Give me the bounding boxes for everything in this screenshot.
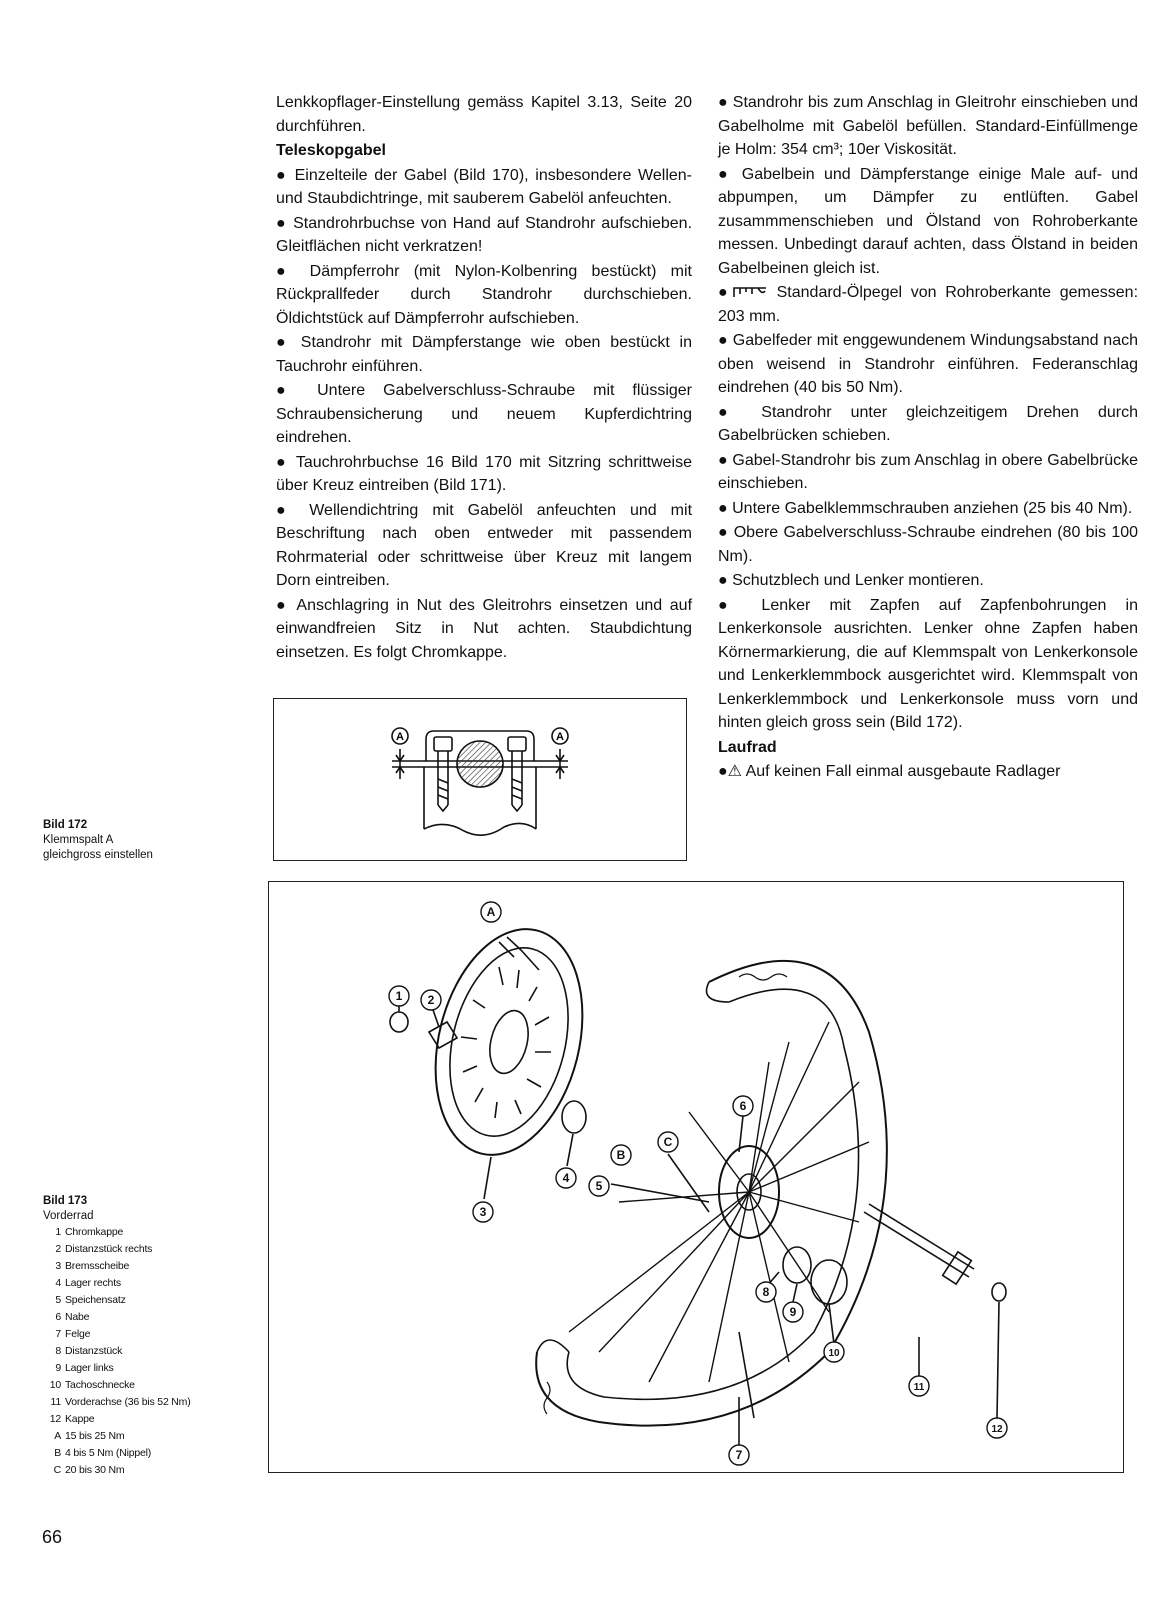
- caption-subtitle: Vorderrad: [43, 1210, 94, 1222]
- bullet-r9: ● Schutzblech und Lenker montieren.: [718, 569, 1138, 593]
- bullet-r5: ● Standrohr unter gleichzeitigem Drehen durch Gabelbrücken schieben.: [718, 401, 1138, 448]
- legend-row: [43, 1445, 191, 1462]
- callout-label-11: 11: [913, 1382, 925, 1393]
- legend-row: [43, 1241, 191, 1258]
- legend-label: Felge: [65, 1328, 91, 1340]
- bullet-r4: ● Gabelfeder mit enggewundenem Windungsabstand nach oben weisend in Standrohr einführen. Federanschlag eindrehen (40 bis 50 Nm).: [718, 329, 1138, 400]
- legend-label: Chromkappe: [65, 1226, 124, 1238]
- caption-line: gleichgross einstellen: [43, 849, 153, 861]
- legend-label: Vorderachse (36 bis 52 Nm): [65, 1396, 191, 1408]
- callout-label-10: 10: [828, 1348, 840, 1359]
- bullet-r8: ● Obere Gabelverschluss-Schraube eindrehen (80 bis 100 Nm).: [718, 521, 1138, 568]
- callout-label-5: 5: [595, 1179, 603, 1193]
- callout-label-a: A: [486, 905, 496, 919]
- right-text-column: [718, 91, 1138, 784]
- bullet-r1: ● Standrohr bis zum Anschlag in Gleitrohr einschieben und Gabelholme mit Gabelöl befüllen. Standard-Einfüllmenge je Holm: 354 cm³; 10er Viskosität.: [718, 91, 1138, 162]
- legend-row: [43, 1428, 191, 1445]
- caption-bild-172: [43, 818, 153, 863]
- bullet-r3-text: Standard-Ölpegel von Rohroberkante gemessen: 203 mm.: [718, 284, 1139, 325]
- bullet-8: ● Anschlagring in Nut des Gleitrohrs einsetzen und auf einwandfreien Sitz in Nut achten. Staubdichtung einsetzen. Es folgt Chromkappe.: [276, 594, 692, 665]
- bullet-r11: ●⚠ Auf keinen Fall einmal ausgebaute Radlager: [718, 763, 1061, 780]
- bullet-r11-text: Auf keinen Fall einmal ausgebaute Radlager: [745, 763, 1061, 780]
- legend-label: 15 bis 25 Nm: [65, 1430, 125, 1442]
- bullet-r10: ● Lenker mit Zapfen auf Zapfenbohrungen in Lenkerkonsole ausrichten. Lenker ohne Zapfen haben Körnermarkierung, die auf Klemmspalt von Lenkerkonsole und Lenkerklemmbock ausgerichtet wird. Klemmspalt von Lenkerklemmbock und Lenkerkonsole muss vorn und hinten gleich gross sein (Bild 172).: [718, 594, 1138, 735]
- legend-key: 1: [55, 1226, 61, 1238]
- legend-label: Bremsscheibe: [65, 1260, 130, 1272]
- legend-row: [43, 1360, 191, 1377]
- legend-row: [43, 1377, 191, 1394]
- figure-172-clamp-diagram: [273, 698, 687, 861]
- legend-label: 4 bis 5 Nm (Nippel): [65, 1447, 152, 1459]
- callout-label-4: 4: [562, 1171, 570, 1185]
- caption-bild-173: [43, 1194, 191, 1479]
- heading-teleskopgabel: Teleskopgabel: [276, 142, 386, 159]
- paragraph-intro: Lenkkopflager-Einstellung gemäss Kapitel 3.13, Seite 20 durchführen.: [276, 94, 692, 135]
- legend-key: 7: [55, 1328, 61, 1340]
- callout-label-8: 8: [762, 1285, 770, 1299]
- legend-row: [43, 1326, 191, 1343]
- legend-key: 11: [50, 1396, 61, 1408]
- bullet-6: ● Tauchrohrbuchse 16 Bild 170 mit Sitzring schrittweise über Kreuz eintreiben (Bild 171).: [276, 451, 692, 498]
- callout-label-c: C: [663, 1135, 673, 1149]
- callout-label-7: 7: [735, 1448, 743, 1462]
- legend-row: [43, 1309, 191, 1326]
- callout-label-2: 2: [427, 993, 435, 1007]
- bullet-2: ● Standrohrbuchse von Hand auf Standrohr aufschieben. Gleitflächen nicht verkratzen!: [276, 212, 692, 259]
- legend-key: C: [53, 1464, 61, 1476]
- legend-row: [43, 1292, 191, 1309]
- caption-title: Bild 172: [43, 819, 88, 831]
- legend-key: 2: [55, 1243, 61, 1255]
- clamp-drawing: [274, 699, 686, 860]
- legend-row: [43, 1462, 191, 1479]
- legend-row: [43, 1343, 191, 1360]
- legend-label: Speichensatz: [65, 1294, 126, 1306]
- oil-gauge-icon: [732, 285, 768, 299]
- bullet-1: ● Einzelteile der Gabel (Bild 170), insbesondere Wellen- und Staubdichtringe, mit sauberem Gabelöl anfeuchten.: [276, 164, 692, 211]
- legend-label: Lager links: [65, 1362, 114, 1374]
- callout-label-12: 12: [991, 1424, 1003, 1435]
- legend-row: [43, 1411, 191, 1428]
- bullet-r2: ● Gabelbein und Dämpferstange einige Male auf- und abpumpen, um Dämpfer zu entlüften. Gabel zusammmenschieben und Ölstand von Rohroberkante messen. Unbedingt darauf achten, dass Ölstand in beiden Gabelbeinen gleich ist.: [718, 163, 1138, 281]
- bullet-7: ● Wellendichtring mit Gabelöl anfeuchten und mit Beschriftung nach oben entweder mit passendem Rohrmaterial oder schrittweise über Kreuz mit langem Dorn eintreiben.: [276, 499, 692, 593]
- figure-173-front-wheel: [268, 881, 1124, 1473]
- left-text-column: [276, 91, 692, 664]
- legend-label: Kappe: [65, 1413, 95, 1425]
- caption-line: Klemmspalt A: [43, 834, 114, 846]
- legend-row: [43, 1275, 191, 1292]
- callout-label-1: 1: [395, 989, 403, 1003]
- callout-label-b: B: [616, 1148, 626, 1162]
- heading-laufrad: Laufrad: [718, 738, 777, 756]
- legend-key: B: [54, 1447, 61, 1459]
- bullet-r6: ● Gabel-Standrohr bis zum Anschlag in obere Gabelbrücke einschieben.: [718, 449, 1138, 496]
- caption-title: Bild 173: [43, 1195, 88, 1207]
- legend-key: 3: [55, 1260, 61, 1272]
- legend-key: 12: [49, 1413, 61, 1425]
- warning-triangle-icon: ⚠: [727, 763, 743, 780]
- callout-a-right: A: [556, 731, 564, 743]
- legend-label: Nabe: [65, 1311, 90, 1323]
- callout-label-9: 9: [789, 1305, 797, 1319]
- bullet-4: ● Standrohr mit Dämpferstange wie oben bestückt in Tauchrohr einführen.: [276, 331, 692, 378]
- wheel-drawing: [269, 882, 1123, 1472]
- legend-label: Tachoschnecke: [65, 1379, 135, 1391]
- legend-row: [43, 1394, 191, 1411]
- legend-key: 8: [55, 1345, 61, 1357]
- legend-row: [43, 1224, 191, 1241]
- bullet-r7: ● Untere Gabelklemmschrauben anziehen (25 bis 40 Nm).: [718, 497, 1138, 521]
- bullet-r3: ● Standard-Ölpegel von Rohroberkante gemessen: 203 mm.: [718, 284, 1139, 325]
- legend-row: [43, 1258, 191, 1275]
- legend-label: 20 bis 30 Nm: [65, 1464, 125, 1476]
- legend-label: Distanzstück rechts: [65, 1243, 153, 1255]
- parts-legend: [43, 1224, 191, 1479]
- legend-key: 10: [49, 1379, 61, 1391]
- callout-label-6: 6: [739, 1099, 747, 1113]
- legend-key: 9: [55, 1362, 61, 1374]
- legend-key: 4: [55, 1277, 61, 1289]
- bullet-3: ● Dämpferrohr (mit Nylon-Kolbenring bestückt) mit Rückprallfeder durch Standrohr durchschieben. Öldichtstück auf Dämpferrohr aufschieben.: [276, 260, 692, 331]
- legend-key: A: [54, 1430, 61, 1442]
- legend-key: 5: [55, 1294, 61, 1306]
- legend-key: 6: [55, 1311, 61, 1323]
- page-number: 66: [42, 1527, 63, 1547]
- bullet-5: ● Untere Gabelverschluss-Schraube mit flüssiger Schraubensicherung und neuem Kupferdichtring eindrehen.: [276, 379, 692, 450]
- legend-label: Distanzstück: [65, 1345, 123, 1357]
- legend-label: Lager rechts: [65, 1277, 121, 1289]
- callout-label-3: 3: [479, 1205, 487, 1219]
- callout-a-left: A: [396, 731, 404, 743]
